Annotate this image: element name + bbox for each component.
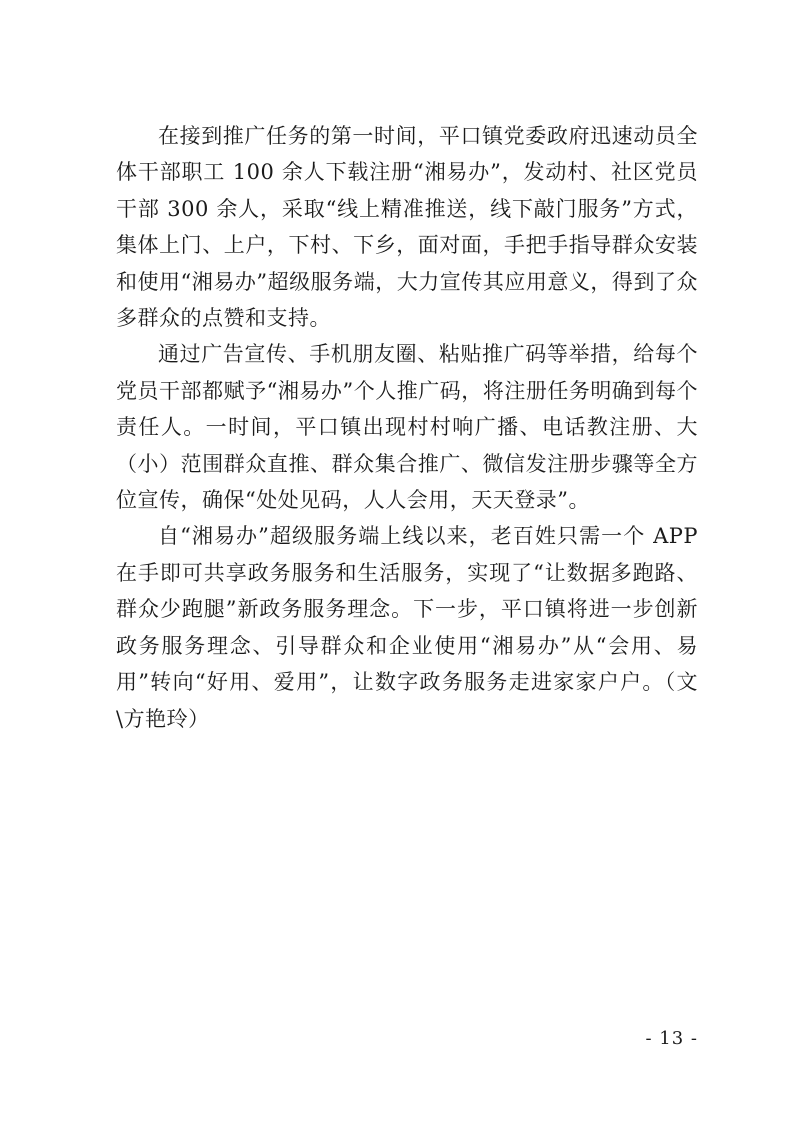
paragraph-1: 在接到推广任务的第一时间，平口镇党委政府迅速动员全体干部职工 100 余人下载注册“湘易办”，发动村、社区党员干部 300 余人，采取“线上精准推送，线下敲门服务”方式，集体上门、上户，下村、下乡，面对面，手把手指导群众安装和使用“湘易办”超级服务端，大力宣传其应用意义，得到了众多群众的点赞和支持。 [116, 124, 698, 331]
paragraph-2: 通过广告宣传、手机朋友圈、粘贴推广码等举措，给每个党员干部都赋予“湘易办”个人推广码，将注册任务明确到每个责任人。一时间，平口镇出现村村响广播、电话教注册、大（小）范围群众直推、群众集合推广、微信发注册步骤等全方位宣传，确保“处处见码，人人会用，天天登录”。 [116, 342, 698, 513]
page-number: - 13 - [645, 1028, 698, 1049]
article-body [116, 118, 698, 737]
paragraph-3: 自“湘易办”超级服务端上线以来，老百姓只需一个 APP 在手即可共享政务服务和生活服务，实现了“让数据多跑路、群众少跑腿”新政务服务理念。下一步，平口镇将进一步创新政务服务理念、引导群众和企业使用“湘易办”从“会用、易用”转向“好用、爱用”，让数字政务服务走进家家户户。（文\方艳玲） [116, 524, 698, 731]
